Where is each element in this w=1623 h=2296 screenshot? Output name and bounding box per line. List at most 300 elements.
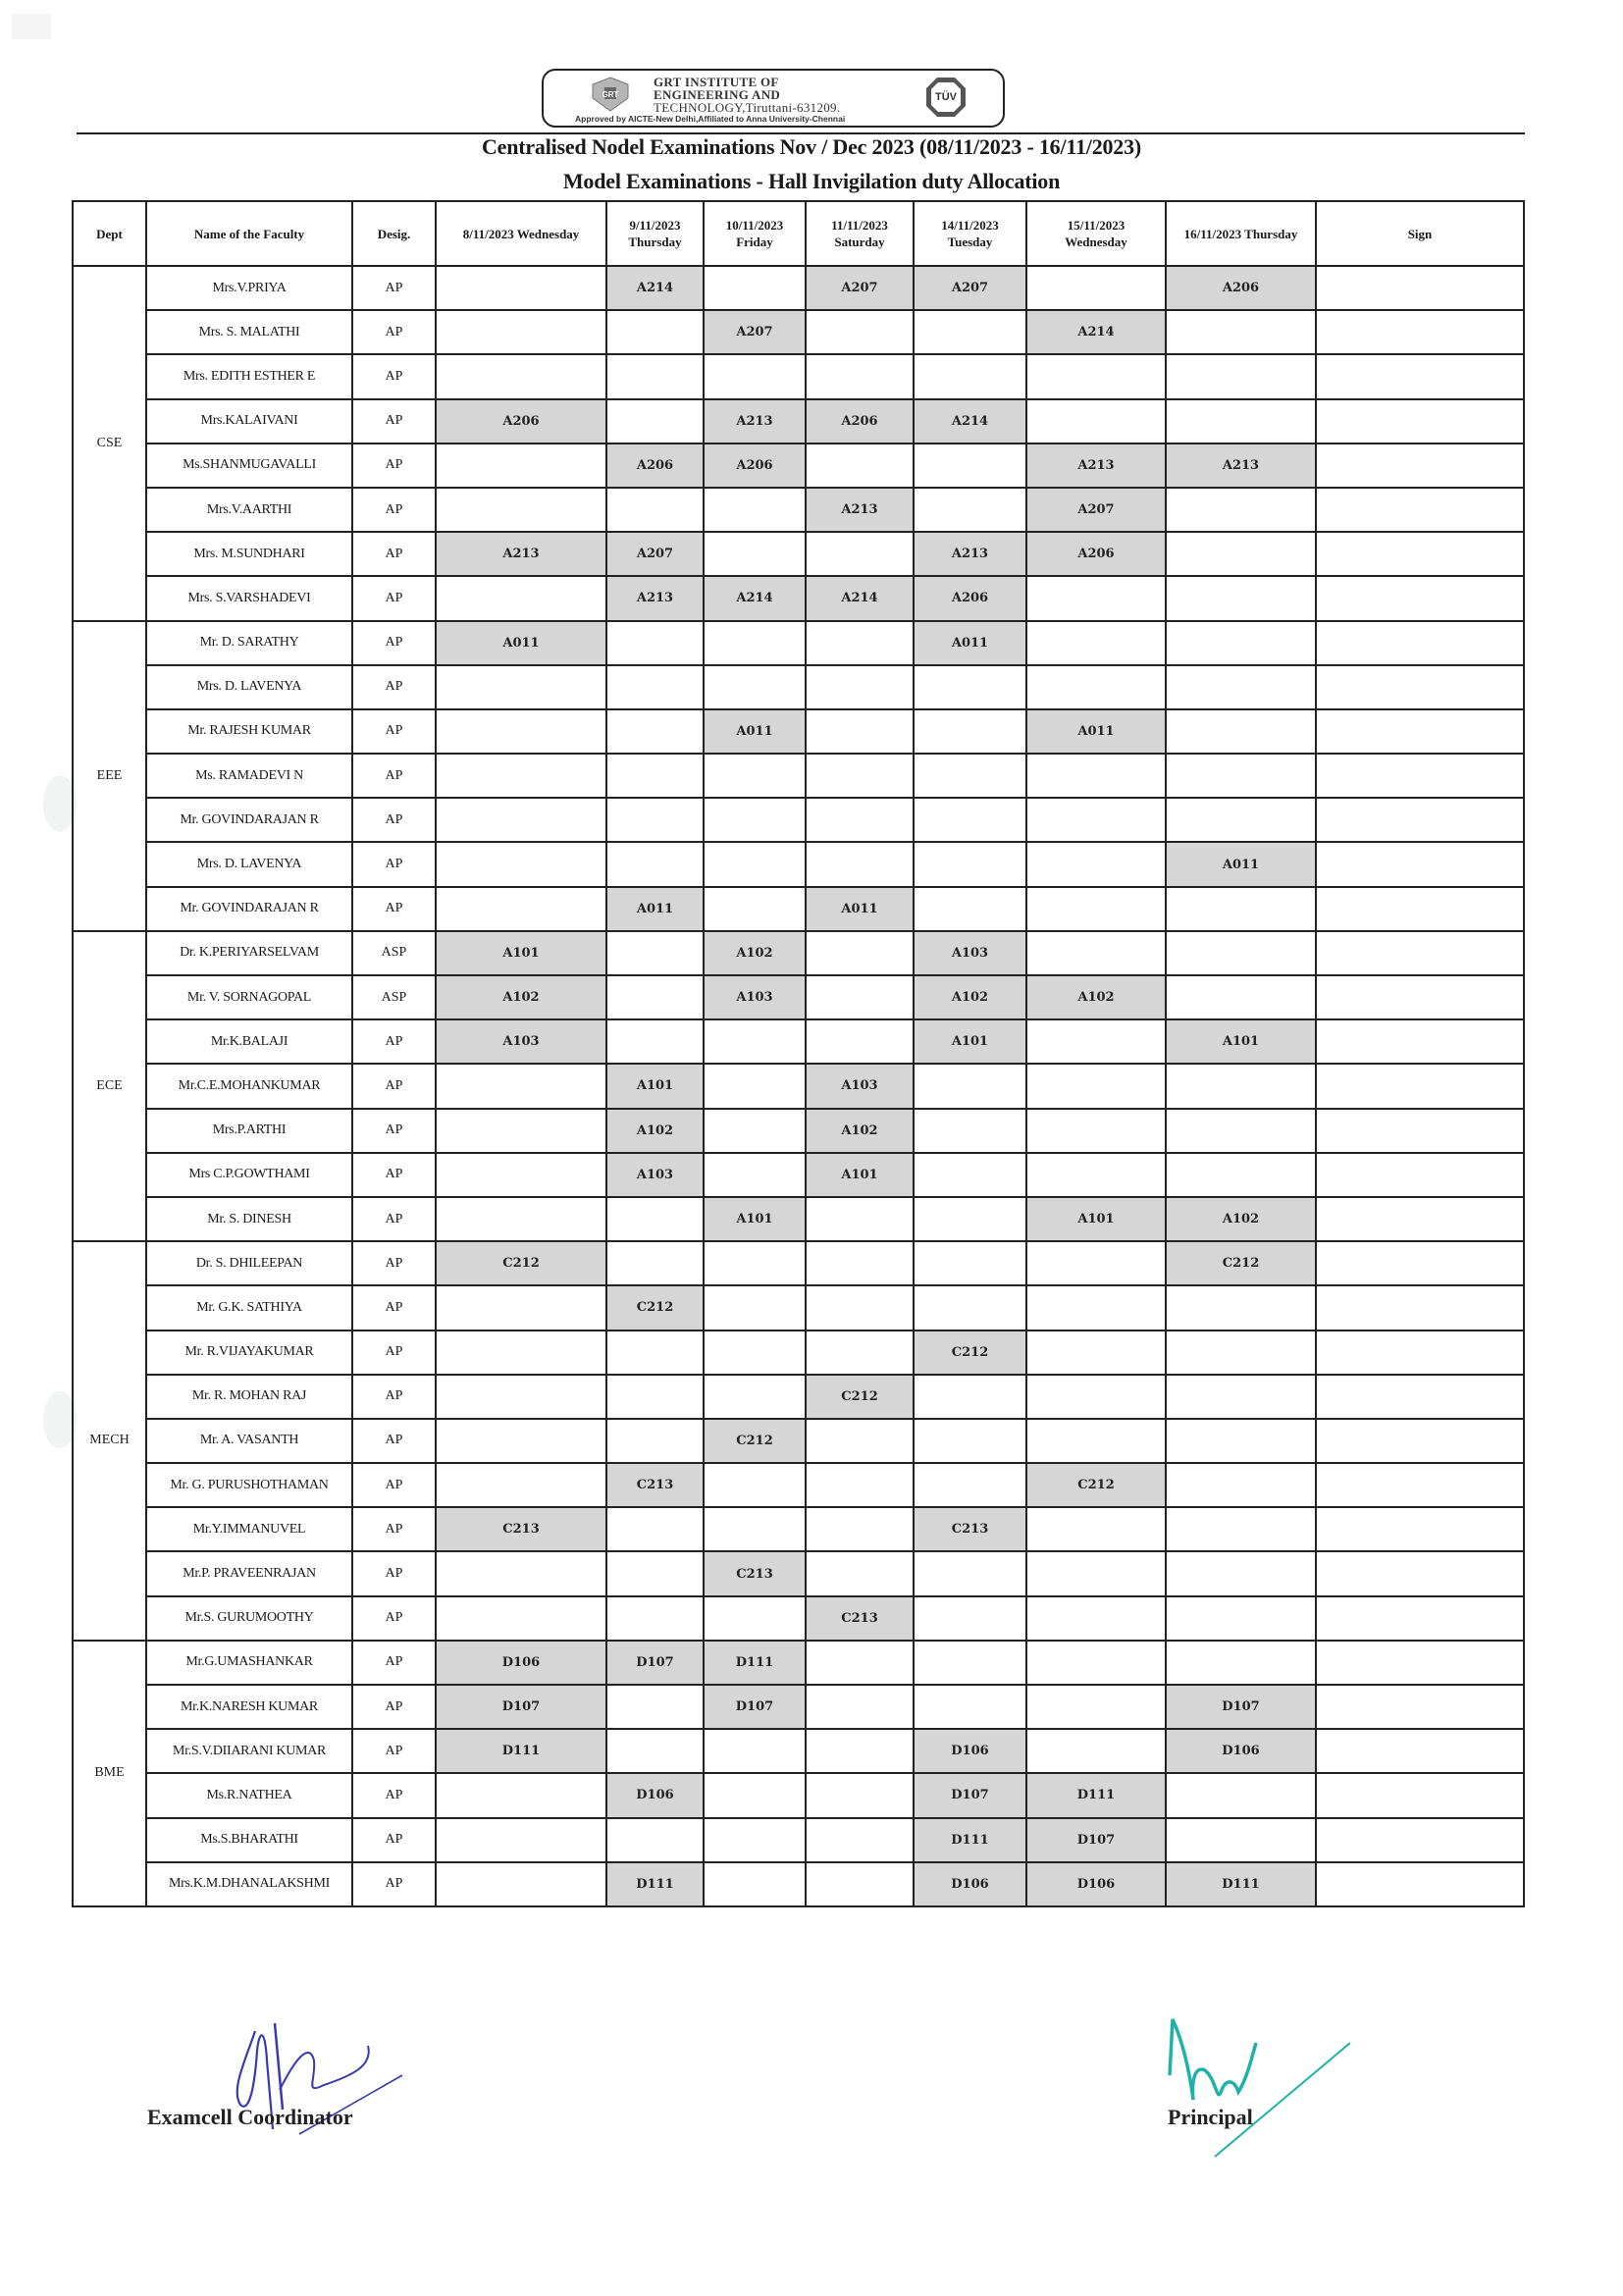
faculty-name-cell: Mr. G. PURUSHOTHAMAN: [146, 1463, 352, 1507]
room-assignment-cell: D111: [914, 1818, 1026, 1862]
empty-duty-cell: [914, 709, 1026, 754]
sign-cell[interactable]: [1316, 1773, 1524, 1817]
empty-duty-cell: [806, 1862, 914, 1906]
faculty-name-cell: Mrs.K.M.DHANALAKSHMI: [146, 1862, 352, 1906]
designation-cell: AP: [352, 1551, 436, 1595]
designation-cell: AP: [352, 1064, 436, 1108]
sign-cell[interactable]: [1316, 1197, 1524, 1241]
table-row: [73, 444, 1524, 488]
empty-duty-cell: [606, 621, 704, 665]
empty-duty-cell: [914, 1285, 1026, 1330]
empty-duty-cell: [606, 1818, 704, 1862]
designation-cell: AP: [352, 1019, 436, 1064]
page-subtitle: Model Examinations - Hall Invigilation duty Allocation: [562, 169, 1061, 193]
room-assignment-cell: D107: [704, 1685, 806, 1729]
empty-duty-cell: [1166, 1064, 1316, 1108]
faculty-name-cell: Mr. A. VASANTH: [146, 1419, 352, 1463]
grt-logo-text: GRT: [602, 90, 619, 99]
table-row: [73, 621, 1524, 665]
designation-cell: AP: [352, 266, 436, 310]
designation-cell: AP: [352, 1862, 436, 1906]
empty-duty-cell: [1166, 1109, 1316, 1153]
col-header-date: [914, 201, 1026, 266]
designation-cell: AP: [352, 488, 436, 532]
empty-duty-cell: [806, 1019, 914, 1064]
empty-duty-cell: [606, 399, 704, 444]
institute-line-3: TECHNOLOGY,Tiruttani-631209.: [654, 100, 841, 115]
faculty-name-cell: Ms.S.BHARATHI: [146, 1818, 352, 1862]
room-assignment-cell: A011: [606, 887, 704, 931]
institute-logo-banner: [542, 69, 1005, 128]
empty-duty-cell: [1166, 1331, 1316, 1375]
room-assignment-cell: A102: [1026, 975, 1166, 1019]
faculty-name-cell: Mr.Y.IMMANUVEL: [146, 1507, 352, 1551]
empty-duty-cell: [914, 1064, 1026, 1108]
empty-duty-cell: [606, 798, 704, 842]
empty-duty-cell: [1166, 709, 1316, 754]
table-row: [73, 1641, 1524, 1685]
table-row: [73, 1773, 1524, 1817]
sign-cell[interactable]: [1316, 1019, 1524, 1064]
designation-cell: ASP: [352, 931, 436, 975]
table-row: [73, 488, 1524, 532]
empty-duty-cell: [1026, 266, 1166, 310]
grt-emblem-icon: [591, 77, 630, 112]
empty-duty-cell: [914, 1596, 1026, 1641]
designation-cell: AP: [352, 1109, 436, 1153]
empty-duty-cell: [436, 1862, 606, 1906]
room-assignment-cell: A206: [914, 576, 1026, 620]
empty-duty-cell: [606, 1507, 704, 1551]
empty-duty-cell: [704, 1596, 806, 1641]
empty-duty-cell: [1026, 1685, 1166, 1729]
empty-duty-cell: [436, 798, 606, 842]
empty-duty-cell: [914, 1109, 1026, 1153]
room-assignment-cell: C212: [436, 1241, 606, 1285]
sign-cell[interactable]: [1316, 1641, 1524, 1685]
empty-duty-cell: [914, 842, 1026, 886]
empty-duty-cell: [914, 1419, 1026, 1463]
empty-duty-cell: [1166, 1285, 1316, 1330]
principal-label: Principal: [1168, 2105, 1253, 2129]
empty-duty-cell: [1166, 975, 1316, 1019]
empty-duty-cell: [1026, 399, 1166, 444]
empty-duty-cell: [436, 1331, 606, 1375]
room-assignment-cell: C212: [606, 1285, 704, 1330]
empty-duty-cell: [1166, 798, 1316, 842]
empty-duty-cell: [806, 1331, 914, 1375]
empty-duty-cell: [914, 488, 1026, 532]
empty-duty-cell: [606, 1197, 704, 1241]
designation-cell: AP: [352, 887, 436, 931]
room-assignment-cell: A103: [704, 975, 806, 1019]
table-row: [73, 1197, 1524, 1241]
designation-cell: AP: [352, 310, 436, 354]
faculty-name-cell: Mr. RAJESH KUMAR: [146, 709, 352, 754]
empty-duty-cell: [1166, 1551, 1316, 1595]
empty-duty-cell: [1026, 576, 1166, 620]
tuv-logo-text: TÜV: [935, 91, 957, 103]
col-header-date: [704, 201, 806, 266]
room-assignment-cell: D111: [704, 1641, 806, 1685]
empty-duty-cell: [806, 1773, 914, 1817]
empty-duty-cell: [1166, 931, 1316, 975]
table-row: [73, 1331, 1524, 1375]
sign-cell[interactable]: [1316, 842, 1524, 886]
empty-duty-cell: [1026, 798, 1166, 842]
sign-cell[interactable]: [1316, 1862, 1524, 1906]
sign-cell[interactable]: [1316, 1596, 1524, 1641]
empty-duty-cell: [1166, 1463, 1316, 1507]
table-row: [73, 1019, 1524, 1064]
date-label: 9/11/2023: [629, 218, 681, 233]
room-assignment-cell: D107: [1026, 1818, 1166, 1862]
principal-signature: [1158, 2011, 1354, 2159]
faculty-name-cell: Mr. D. SARATHY: [146, 621, 352, 665]
empty-duty-cell: [806, 1241, 914, 1285]
col-header-dept: Dept: [73, 201, 146, 266]
col-header-date: [806, 201, 914, 266]
room-assignment-cell: A011: [914, 621, 1026, 665]
empty-duty-cell: [704, 1153, 806, 1197]
room-assignment-cell: A213: [704, 399, 806, 444]
table-header-row: [73, 201, 1524, 266]
empty-duty-cell: [436, 1551, 606, 1595]
empty-duty-cell: [1166, 1773, 1316, 1817]
designation-cell: AP: [352, 399, 436, 444]
empty-duty-cell: [704, 1507, 806, 1551]
empty-duty-cell: [806, 798, 914, 842]
empty-duty-cell: [704, 1019, 806, 1064]
empty-duty-cell: [806, 1507, 914, 1551]
sign-cell[interactable]: [1316, 1419, 1524, 1463]
empty-duty-cell: [914, 310, 1026, 354]
sign-cell[interactable]: [1316, 1551, 1524, 1595]
dept-cell: EEE: [73, 621, 146, 931]
faculty-name-cell: Mr.K.NARESH KUMAR: [146, 1685, 352, 1729]
empty-duty-cell: [606, 1331, 704, 1375]
empty-duty-cell: [436, 1419, 606, 1463]
empty-duty-cell: [704, 887, 806, 931]
empty-duty-cell: [1026, 1153, 1166, 1197]
empty-duty-cell: [436, 1109, 606, 1153]
designation-cell: AP: [352, 842, 436, 886]
table-row: [73, 798, 1524, 842]
table-row: [73, 532, 1524, 576]
table-row: [73, 1153, 1524, 1197]
designation-cell: AP: [352, 1241, 436, 1285]
sign-cell[interactable]: [1316, 931, 1524, 975]
empty-duty-cell: [704, 665, 806, 709]
empty-duty-cell: [806, 621, 914, 665]
room-assignment-cell: D106: [606, 1773, 704, 1817]
empty-duty-cell: [1026, 1241, 1166, 1285]
table-row: [73, 354, 1524, 398]
empty-duty-cell: [606, 1241, 704, 1285]
empty-duty-cell: [1026, 1064, 1166, 1108]
room-assignment-cell: D111: [1166, 1862, 1316, 1906]
empty-duty-cell: [1166, 887, 1316, 931]
room-assignment-cell: D111: [606, 1862, 704, 1906]
table-row: [73, 1285, 1524, 1330]
room-assignment-cell: A011: [704, 709, 806, 754]
designation-cell: AP: [352, 1197, 436, 1241]
designation-cell: AP: [352, 1641, 436, 1685]
faculty-name-cell: Ms.SHANMUGAVALLI: [146, 444, 352, 488]
room-assignment-cell: A214: [806, 576, 914, 620]
empty-duty-cell: [914, 665, 1026, 709]
empty-duty-cell: [436, 576, 606, 620]
empty-duty-cell: [1166, 1641, 1316, 1685]
empty-duty-cell: [914, 754, 1026, 798]
room-assignment-cell: A214: [606, 266, 704, 310]
empty-duty-cell: [1026, 1331, 1166, 1375]
table-row: [73, 665, 1524, 709]
empty-duty-cell: [914, 1641, 1026, 1685]
designation-cell: AP: [352, 1419, 436, 1463]
room-assignment-cell: C213: [606, 1463, 704, 1507]
empty-duty-cell: [704, 266, 806, 310]
empty-duty-cell: [1166, 488, 1316, 532]
room-assignment-cell: A213: [806, 488, 914, 532]
sign-cell[interactable]: [1316, 1818, 1524, 1862]
empty-duty-cell: [806, 1285, 914, 1330]
empty-duty-cell: [704, 754, 806, 798]
room-assignment-cell: C212: [806, 1375, 914, 1419]
room-assignment-cell: A214: [704, 576, 806, 620]
col-header-date: [1166, 201, 1316, 266]
room-assignment-cell: A213: [1166, 444, 1316, 488]
empty-duty-cell: [606, 1685, 704, 1729]
designation-cell: AP: [352, 1818, 436, 1862]
sign-cell[interactable]: [1316, 1331, 1524, 1375]
empty-duty-cell: [704, 798, 806, 842]
sign-cell[interactable]: [1316, 310, 1524, 354]
date-label: 14/11/2023: [941, 218, 999, 233]
sign-cell[interactable]: [1316, 665, 1524, 709]
room-assignment-cell: A102: [1166, 1197, 1316, 1241]
empty-duty-cell: [436, 444, 606, 488]
empty-duty-cell: [806, 842, 914, 886]
room-assignment-cell: C213: [806, 1596, 914, 1641]
empty-duty-cell: [1026, 1729, 1166, 1773]
room-assignment-cell: C213: [436, 1507, 606, 1551]
designation-cell: AP: [352, 1596, 436, 1641]
empty-duty-cell: [806, 1818, 914, 1862]
empty-duty-cell: [1166, 1375, 1316, 1419]
room-assignment-cell: A102: [436, 975, 606, 1019]
faculty-name-cell: Mr. G.K. SATHIYA: [146, 1285, 352, 1330]
empty-duty-cell: [1026, 1507, 1166, 1551]
empty-duty-cell: [914, 1241, 1026, 1285]
empty-duty-cell: [606, 1375, 704, 1419]
table-row: [73, 1729, 1524, 1773]
empty-duty-cell: [1026, 1641, 1166, 1685]
empty-duty-cell: [606, 709, 704, 754]
dept-cell: MECH: [73, 1241, 146, 1641]
sign-cell[interactable]: [1316, 1153, 1524, 1197]
sign-cell[interactable]: [1316, 1507, 1524, 1551]
room-assignment-cell: A213: [606, 576, 704, 620]
sign-cell[interactable]: [1316, 399, 1524, 444]
sign-cell[interactable]: [1316, 444, 1524, 488]
faculty-name-cell: Mrs. D. LAVENYA: [146, 665, 352, 709]
empty-duty-cell: [436, 709, 606, 754]
room-assignment-cell: A101: [914, 1019, 1026, 1064]
empty-duty-cell: [914, 1375, 1026, 1419]
table-row: [73, 1507, 1524, 1551]
dept-cell: CSE: [73, 266, 146, 621]
room-assignment-cell: C213: [914, 1507, 1026, 1551]
faculty-name-cell: Mr.S.V.DIIARANI KUMAR: [146, 1729, 352, 1773]
empty-duty-cell: [704, 532, 806, 576]
faculty-name-cell: Mr.G.UMASHANKAR: [146, 1641, 352, 1685]
table-row: [73, 1109, 1524, 1153]
room-assignment-cell: A103: [436, 1019, 606, 1064]
sign-cell[interactable]: [1316, 532, 1524, 576]
sign-cell[interactable]: [1316, 1109, 1524, 1153]
empty-duty-cell: [436, 310, 606, 354]
faculty-name-cell: Dr. K.PERIYARSELVAM: [146, 931, 352, 975]
table-row: [73, 1862, 1524, 1906]
col-header-name: Name of the Faculty: [146, 201, 352, 266]
empty-duty-cell: [1166, 354, 1316, 398]
date-label: 10/11/2023: [725, 218, 784, 233]
empty-duty-cell: [1026, 1596, 1166, 1641]
empty-duty-cell: [606, 310, 704, 354]
table-row: [73, 399, 1524, 444]
day-label: Tuesday: [947, 235, 993, 249]
empty-duty-cell: [606, 1596, 704, 1641]
room-assignment-cell: D106: [1166, 1729, 1316, 1773]
room-assignment-cell: A207: [606, 532, 704, 576]
dept-cell: BME: [73, 1641, 146, 1906]
sign-cell[interactable]: [1316, 709, 1524, 754]
sign-cell[interactable]: [1316, 1685, 1524, 1729]
sign-cell[interactable]: [1316, 1064, 1524, 1108]
room-assignment-cell: A207: [806, 266, 914, 310]
sign-cell[interactable]: [1316, 754, 1524, 798]
sign-cell[interactable]: [1316, 1729, 1524, 1773]
empty-duty-cell: [806, 354, 914, 398]
table-row: [73, 310, 1524, 354]
empty-duty-cell: [704, 488, 806, 532]
day-label: Wednesday: [1065, 235, 1127, 249]
empty-duty-cell: [806, 1419, 914, 1463]
date-label: 15/11/2023: [1067, 218, 1126, 233]
faculty-name-cell: Mrs. M.SUNDHARI: [146, 532, 352, 576]
empty-duty-cell: [1026, 354, 1166, 398]
sign-cell[interactable]: [1316, 266, 1524, 310]
designation-cell: AP: [352, 709, 436, 754]
designation-cell: AP: [352, 576, 436, 620]
empty-duty-cell: [806, 1685, 914, 1729]
page-title: Centralised Nodel Examinations Nov / Dec 2023 (08/11/2023 - 16/11/2023): [481, 134, 1142, 159]
table-row: [73, 266, 1524, 310]
empty-duty-cell: [1026, 1375, 1166, 1419]
sign-cell[interactable]: [1316, 1463, 1524, 1507]
empty-duty-cell: [704, 1463, 806, 1507]
faculty-name-cell: Mr. GOVINDARAJAN R: [146, 887, 352, 931]
empty-duty-cell: [606, 1551, 704, 1595]
empty-duty-cell: [1166, 1507, 1316, 1551]
empty-duty-cell: [806, 1641, 914, 1685]
empty-duty-cell: [704, 1241, 806, 1285]
date-label: 8/11/2023 Wednesday: [462, 226, 580, 241]
room-assignment-cell: D106: [914, 1729, 1026, 1773]
room-assignment-cell: A102: [704, 931, 806, 975]
empty-duty-cell: [704, 1729, 806, 1773]
sign-cell[interactable]: [1316, 576, 1524, 620]
sign-cell[interactable]: [1316, 354, 1524, 398]
empty-duty-cell: [606, 1019, 704, 1064]
examcell-coordinator-label: Examcell Coordinator: [147, 2105, 353, 2129]
empty-duty-cell: [806, 310, 914, 354]
room-assignment-cell: D111: [436, 1729, 606, 1773]
table-row: [73, 975, 1524, 1019]
room-assignment-cell: A011: [436, 621, 606, 665]
room-assignment-cell: A011: [806, 887, 914, 931]
faculty-name-cell: Mrs. D. LAVENYA: [146, 842, 352, 886]
empty-duty-cell: [436, 266, 606, 310]
faculty-name-cell: Mr.C.E.MOHANKUMAR: [146, 1064, 352, 1108]
sign-cell[interactable]: [1316, 798, 1524, 842]
faculty-name-cell: Mr. GOVINDARAJAN R: [146, 798, 352, 842]
empty-duty-cell: [436, 1773, 606, 1817]
empty-duty-cell: [914, 1197, 1026, 1241]
empty-duty-cell: [1166, 532, 1316, 576]
empty-duty-cell: [436, 354, 606, 398]
sign-cell[interactable]: [1316, 488, 1524, 532]
table-row: [73, 754, 1524, 798]
designation-cell: AP: [352, 1773, 436, 1817]
room-assignment-cell: C212: [1026, 1463, 1166, 1507]
room-assignment-cell: A101: [806, 1153, 914, 1197]
empty-duty-cell: [704, 1818, 806, 1862]
empty-duty-cell: [606, 488, 704, 532]
empty-duty-cell: [1166, 576, 1316, 620]
room-assignment-cell: A103: [914, 931, 1026, 975]
empty-duty-cell: [806, 444, 914, 488]
sign-cell[interactable]: [1316, 1241, 1524, 1285]
designation-cell: AP: [352, 444, 436, 488]
sign-cell[interactable]: [1316, 621, 1524, 665]
sign-cell[interactable]: [1316, 887, 1524, 931]
empty-duty-cell: [436, 1818, 606, 1862]
col-header-date: [606, 201, 704, 266]
faculty-name-cell: Mrs.V.AARTHI: [146, 488, 352, 532]
empty-duty-cell: [1166, 754, 1316, 798]
empty-duty-cell: [704, 354, 806, 398]
tuv-certification-icon: [924, 76, 968, 119]
sign-cell[interactable]: [1316, 975, 1524, 1019]
empty-duty-cell: [436, 1375, 606, 1419]
empty-duty-cell: [436, 1064, 606, 1108]
designation-cell: AP: [352, 1685, 436, 1729]
room-assignment-cell: A213: [914, 532, 1026, 576]
table-row: [73, 1685, 1524, 1729]
designation-cell: AP: [352, 621, 436, 665]
room-assignment-cell: A101: [704, 1197, 806, 1241]
room-assignment-cell: A206: [1026, 532, 1166, 576]
room-assignment-cell: A101: [436, 931, 606, 975]
empty-duty-cell: [914, 1551, 1026, 1595]
room-assignment-cell: A101: [606, 1064, 704, 1108]
empty-duty-cell: [606, 354, 704, 398]
table-row: [73, 842, 1524, 886]
sign-cell[interactable]: [1316, 1285, 1524, 1330]
sign-cell[interactable]: [1316, 1375, 1524, 1419]
